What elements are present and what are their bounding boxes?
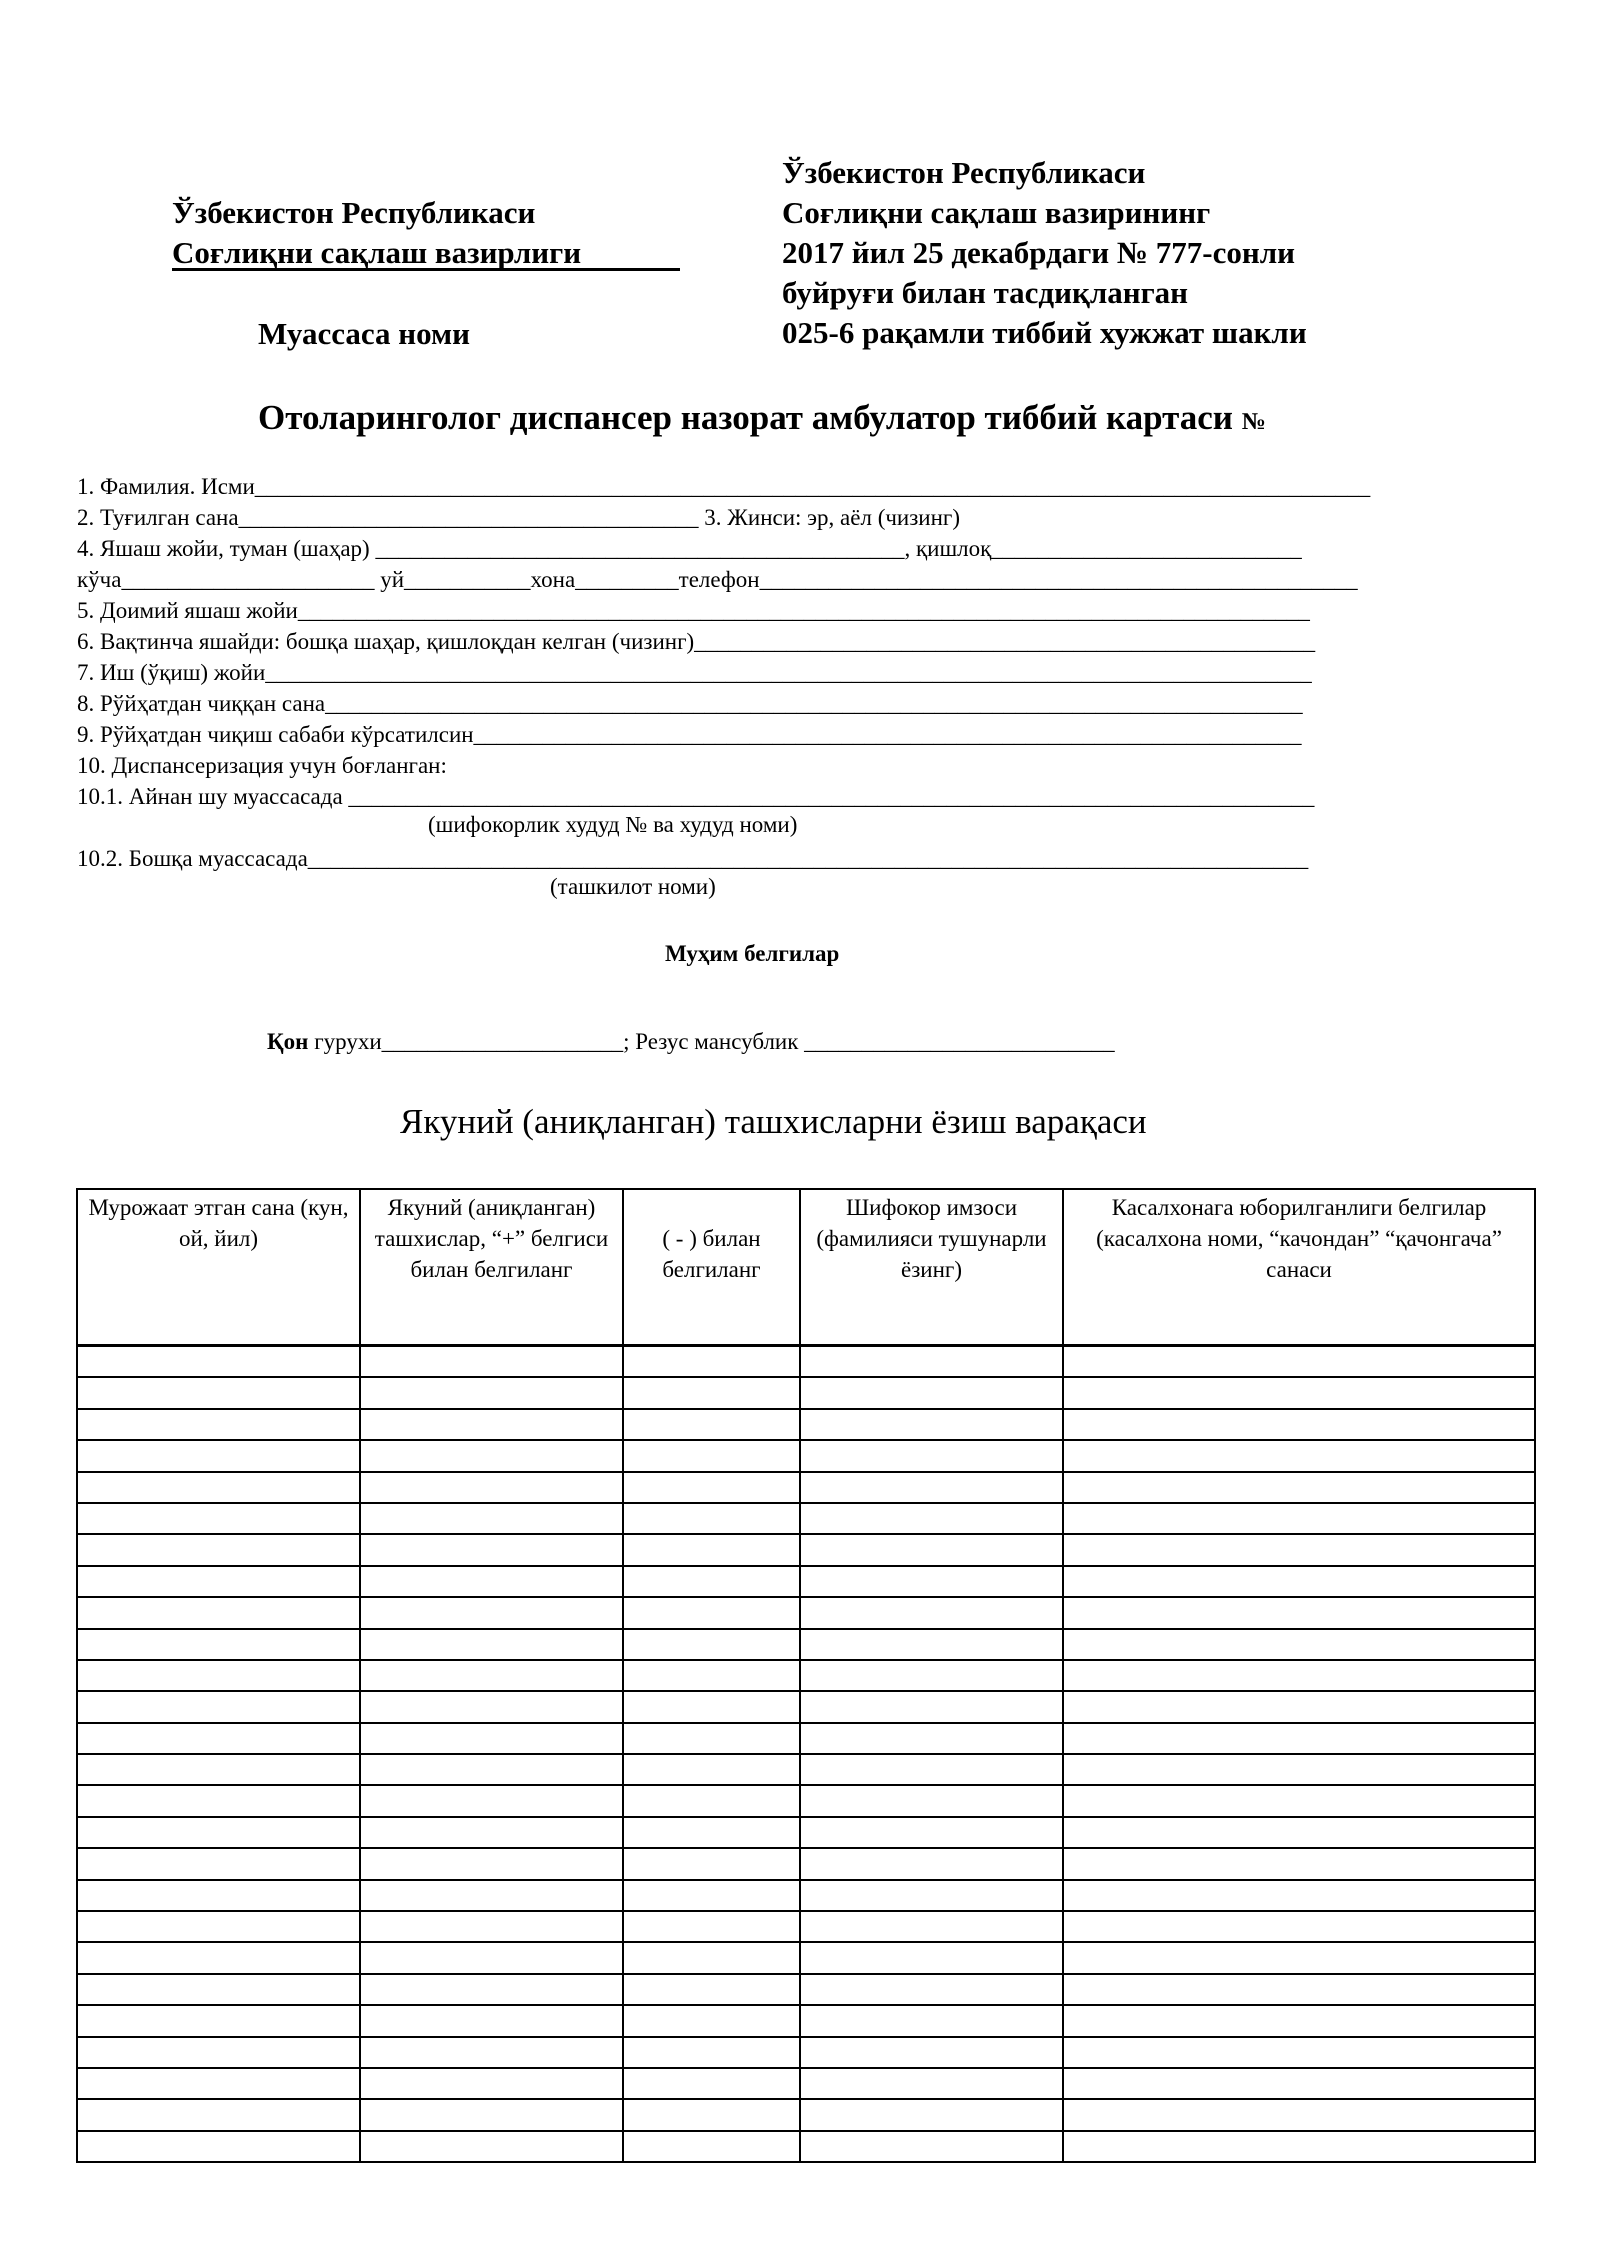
table-cell[interactable] [800,1597,1063,1628]
table-cell[interactable] [360,1691,623,1722]
table-cell[interactable] [1063,1723,1535,1754]
table-row [77,1911,1535,1942]
table-cell[interactable] [800,1409,1063,1440]
col-doctor-signature: Шифокор имзоси (фамилияси тушунарли ёзинг) [800,1189,1063,1346]
table-cell[interactable] [800,1346,1063,1378]
header-left-line2: Соғлиқни сақлаш вазирлиги [172,235,582,270]
table-cell[interactable] [360,1503,623,1534]
institution-name-label: Муассаса номи [258,316,470,351]
table-row [77,1723,1535,1754]
table-cell[interactable] [77,1629,360,1660]
table-cell[interactable] [800,2068,1063,2099]
header-right-line4: буйруғи билан тасдиқланган [782,275,1189,310]
table-cell[interactable] [623,2037,800,2068]
table-cell[interactable] [360,1660,623,1691]
field-birthdate-sex[interactable]: 2. Туғилган сана________________________________________ 3. Жинси: эр, аёл (чизинг) [77,505,961,530]
table-cell[interactable] [360,1942,623,1973]
table-cell[interactable] [623,1472,800,1503]
table-cell[interactable] [360,2068,623,2099]
table-cell[interactable] [360,2037,623,2068]
table-row [77,1472,1535,1503]
table-cell[interactable] [623,2131,800,2162]
table-cell[interactable] [360,2005,623,2036]
table-cell[interactable] [77,1534,360,1565]
table-cell[interactable] [800,1785,1063,1816]
table-cell[interactable] [800,1817,1063,1848]
table-cell[interactable] [77,1660,360,1691]
table-cell[interactable] [623,1691,800,1722]
table-cell[interactable] [77,2131,360,2162]
table-row [77,1377,1535,1408]
diagnosis-sheet-title: Якуний (аниқланган) ташхисларни ёзиш варақаси [400,1102,1147,1141]
hint-organization-name: (ташкилот номи) [550,874,716,899]
table-cell[interactable] [360,1754,623,1785]
table-cell[interactable] [623,1660,800,1691]
table-row [77,1440,1535,1471]
field-permanent-residence[interactable]: 5. Доимий яшаш жойи________________________________________________________________________________________ [77,598,1310,623]
col-minus-mark: ( - ) билан белгиланг [623,1189,800,1346]
table-row [77,1942,1535,1973]
table-cell[interactable] [1063,2005,1535,2036]
table-cell[interactable] [623,1848,800,1879]
table-cell[interactable] [360,1723,623,1754]
table-cell[interactable] [77,1472,360,1503]
form-title-text: Отоларинголог диспансер назорат амбулатор тиббий картаси [258,398,1233,437]
table-cell[interactable] [360,1409,623,1440]
table-cell[interactable] [1063,2037,1535,2068]
table-cell[interactable] [800,1911,1063,1942]
table-cell[interactable] [77,1974,360,2005]
table-row [77,1785,1535,1816]
table-cell[interactable] [623,1785,800,1816]
table-row [77,2131,1535,2162]
form-number-sign: № [1241,409,1266,435]
table-cell[interactable] [623,1723,800,1754]
blood-rhesus-text: гурухи_____________________; Резус мансублик ___________________________ [308,1029,1115,1054]
table-cell[interactable] [77,1754,360,1785]
table-cell[interactable] [77,1346,360,1378]
table-row [77,1534,1535,1565]
col-final-diagnosis-plus: Якуний (аниқланган) ташхислар, “+” белгиси билан белгиланг [360,1189,623,1346]
table-row [77,1817,1535,1848]
table-cell[interactable] [1063,1472,1535,1503]
table-cell[interactable] [800,1848,1063,1879]
header-right-line3: 2017 йил 25 декабрдаги № 777-сонли [782,235,1295,270]
table-cell[interactable] [1063,1848,1535,1879]
diagnosis-table-body [77,1346,1535,2163]
table-cell[interactable] [360,1346,623,1378]
table-cell[interactable] [623,1880,800,1911]
table-cell[interactable] [77,2037,360,2068]
table-cell[interactable] [800,1942,1063,1973]
table-cell[interactable] [77,1503,360,1534]
header-left-line1: Ўзбекистон Республикаси [172,195,536,230]
table-cell[interactable] [800,2099,1063,2130]
table-cell[interactable] [623,1377,800,1408]
table-cell[interactable] [360,1440,623,1471]
table-row [77,1848,1535,1879]
field-surname-name[interactable]: 1. Фамилия. Исми_________________________________________________________________________________________________ [77,474,1371,499]
table-cell[interactable] [623,1597,800,1628]
institution-name-line[interactable] [172,268,680,271]
table-cell[interactable] [1063,1691,1535,1722]
table-cell[interactable] [77,1723,360,1754]
table-cell[interactable] [800,1377,1063,1408]
table-cell[interactable] [623,2005,800,2036]
header-right-line2: Соғлиқни сақлаш вазирининг [782,195,1211,230]
table-cell[interactable] [623,1409,800,1440]
table-cell[interactable] [360,1377,623,1408]
table-cell[interactable] [360,1597,623,1628]
table-cell[interactable] [1063,1566,1535,1597]
table-cell[interactable] [360,1974,623,2005]
important-marks-title: Муҳим белгилар [665,941,840,966]
table-cell[interactable] [800,1974,1063,2005]
table-row [77,1629,1535,1660]
field-deregistration-reason[interactable]: 9. Рўйҳатдан чиқиш сабаби кўрсатилсин________________________________________________________________________ [77,722,1302,747]
field-temporary-residence[interactable]: 6. Вақтинча яшайди: бошқа шаҳар, қишлоқдан келган (чизинг)______________________________________________________ [77,629,1316,654]
table-row [77,1691,1535,1722]
table-cell[interactable] [800,1660,1063,1691]
hint-district-number-name: (шифокорлик худуд № ва худуд номи) [428,812,798,837]
table-cell[interactable] [77,1942,360,1973]
table-cell[interactable] [800,1472,1063,1503]
table-cell[interactable] [800,1566,1063,1597]
table-cell[interactable] [77,2068,360,2099]
table-cell[interactable] [1063,2099,1535,2130]
table-cell[interactable] [800,1754,1063,1785]
table-cell[interactable] [360,1629,623,1660]
table-cell[interactable] [623,1911,800,1942]
table-cell[interactable] [800,1534,1063,1565]
col-hospital-referral: Касалхонага юборилганлиги белгилар (касалхона номи, “качондан” “қачонгача” санаси [1063,1189,1535,1346]
table-cell[interactable] [1063,1503,1535,1534]
table-cell[interactable] [623,1629,800,1660]
table-cell[interactable] [800,1723,1063,1754]
table-row [77,1503,1535,1534]
table-cell[interactable] [800,1691,1063,1722]
field-deregistration-date[interactable]: 8. Рўйҳатдан чиққан сана_____________________________________________________________________________________ [77,691,1303,716]
field-street-house-phone[interactable]: кўча______________________ уй___________хона_________телефон____________________________________________________ [77,567,1358,592]
table-row [77,2068,1535,2099]
table-cell[interactable] [1063,1911,1535,1942]
table-cell[interactable] [623,2099,800,2130]
table-cell[interactable] [360,1566,623,1597]
table-row [77,1409,1535,1440]
field-workplace[interactable]: 7. Иш (ўқиш) жойи___________________________________________________________________________________________ [77,660,1312,685]
field-dispensary-attached: 10. Диспансеризация учун боғланган: [77,753,447,778]
table-cell[interactable] [77,1785,360,1816]
table-cell[interactable] [360,1785,623,1816]
table-cell[interactable] [800,1629,1063,1660]
table-cell[interactable] [800,2005,1063,2036]
table-cell[interactable] [1063,1629,1535,1660]
table-row [77,1974,1535,2005]
table-row [77,1346,1535,1378]
table-cell[interactable] [360,1472,623,1503]
table-cell[interactable] [77,1409,360,1440]
field-same-institution[interactable]: 10.1. Айнан шу муассасада ____________________________________________________________________________________ [77,784,1315,809]
table-cell[interactable] [1063,1660,1535,1691]
table-cell[interactable] [1063,1754,1535,1785]
table-cell[interactable] [1063,1346,1535,1378]
table-cell[interactable] [1063,1597,1535,1628]
table-row [77,1566,1535,1597]
table-cell[interactable] [1063,1880,1535,1911]
table-row [77,2037,1535,2068]
table-cell[interactable] [77,1880,360,1911]
table-cell[interactable] [800,2037,1063,2068]
table-cell[interactable] [360,2131,623,2162]
form-title [258,398,1266,438]
table-cell[interactable] [360,1817,623,1848]
table-cell[interactable] [77,2005,360,2036]
diagnosis-table [76,1188,1536,2163]
table-cell[interactable] [1063,1817,1535,1848]
table-cell[interactable] [800,1880,1063,1911]
field-residence-district[interactable]: 4. Яшаш жойи, туман (шаҳар) ______________________________________________, қишлоқ___________________________ [77,536,1302,561]
col-visit-date: Мурожаат этган сана (кун, ой, йил) [77,1189,360,1346]
header-right-line1: Ўзбекистон Республикаси [782,155,1146,190]
header-right-line5: 025-6 рақамли тиббий хужжат шакли [782,315,1307,350]
table-cell[interactable] [77,1911,360,1942]
table-cell[interactable] [77,1848,360,1879]
table-row [77,1597,1535,1628]
table-header-row [77,1189,1535,1346]
table-cell[interactable] [800,2131,1063,2162]
table-cell[interactable] [1063,1534,1535,1565]
table-cell[interactable] [1063,1974,1535,2005]
table-cell[interactable] [800,1440,1063,1471]
table-row [77,1880,1535,1911]
table-cell[interactable] [360,1880,623,1911]
table-cell[interactable] [623,1754,800,1785]
table-row [77,1754,1535,1785]
table-cell[interactable] [360,1911,623,1942]
table-cell[interactable] [360,1848,623,1879]
table-cell[interactable] [1063,2131,1535,2162]
table-cell[interactable] [623,1503,800,1534]
table-cell[interactable] [1063,2068,1535,2099]
blood-label-bold: Қон [267,1029,309,1054]
table-row [77,1660,1535,1691]
table-cell[interactable] [623,1534,800,1565]
table-cell[interactable] [1063,1942,1535,1973]
table-cell[interactable] [623,2068,800,2099]
table-cell[interactable] [360,1534,623,1565]
table-cell[interactable] [77,1440,360,1471]
table-cell[interactable] [623,1817,800,1848]
field-other-institution[interactable]: 10.2. Бошқа муассасада_______________________________________________________________________________________ [77,846,1309,871]
table-cell[interactable] [623,1346,800,1378]
table-row [77,2099,1535,2130]
table-cell[interactable] [77,1817,360,1848]
table-cell[interactable] [623,1566,800,1597]
table-cell[interactable] [1063,1409,1535,1440]
table-cell[interactable] [800,1503,1063,1534]
table-cell[interactable] [623,1942,800,1973]
table-cell[interactable] [623,1440,800,1471]
table-cell[interactable] [360,2099,623,2130]
table-cell[interactable] [77,2099,360,2130]
table-cell[interactable] [623,1974,800,2005]
table-cell[interactable] [77,1377,360,1408]
table-cell[interactable] [77,1566,360,1597]
table-cell[interactable] [1063,1785,1535,1816]
table-cell[interactable] [77,1597,360,1628]
field-blood-group-rhesus[interactable] [267,1026,1115,1057]
table-cell[interactable] [1063,1440,1535,1471]
table-row [77,2005,1535,2036]
table-cell[interactable] [77,1691,360,1722]
table-cell[interactable] [1063,1377,1535,1408]
